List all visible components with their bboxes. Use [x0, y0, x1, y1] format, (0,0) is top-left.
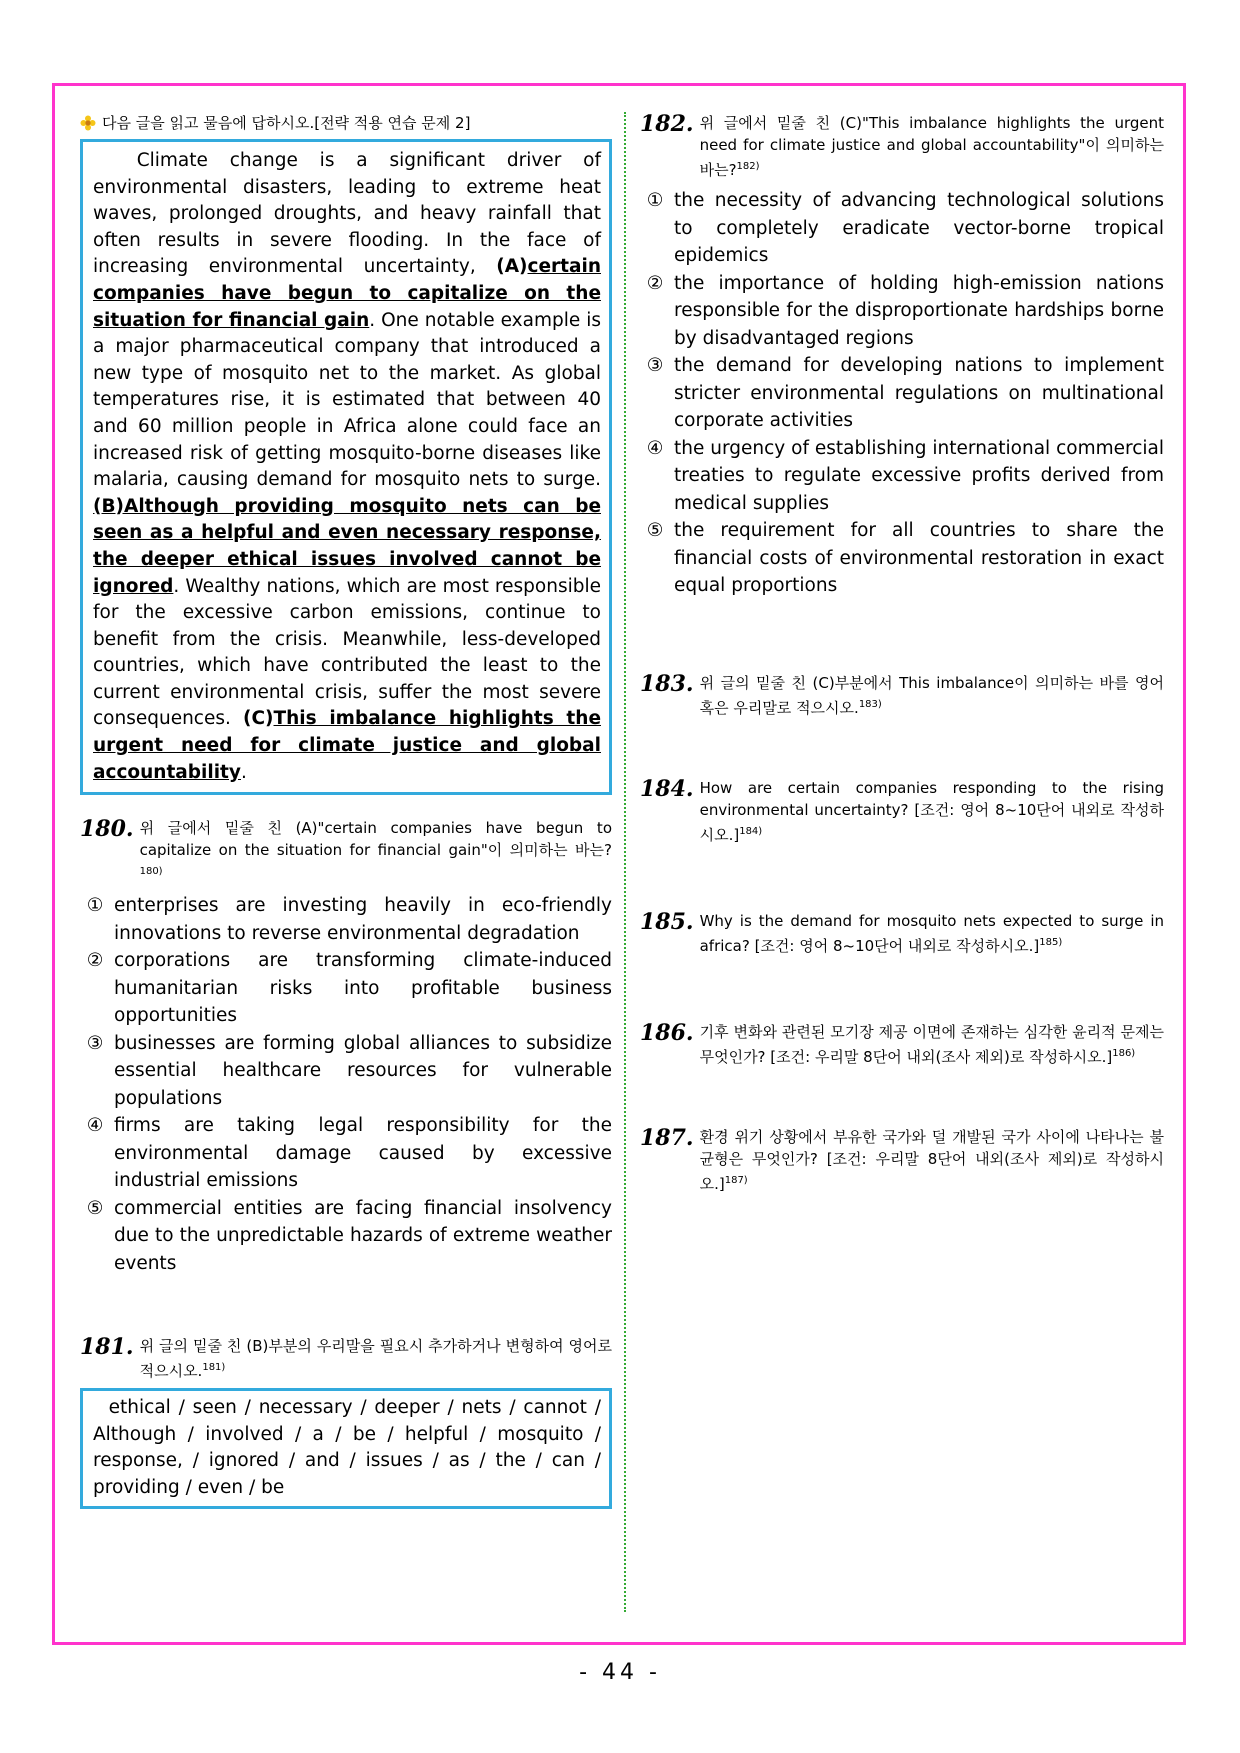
- left-column: [80, 112, 612, 1509]
- question-number: 180.: [80, 816, 134, 843]
- option-text: firms are taking legal responsibility for the environmental damage caused by excessive industrial emissions: [114, 1115, 612, 1192]
- option-text: the urgency of establishing international commercial treaties to regulate excessive profits derived from medical supplies: [674, 437, 1164, 514]
- option-4[interactable]: [640, 435, 1164, 518]
- question-182: [640, 112, 1164, 600]
- option-number: ①: [646, 190, 664, 211]
- option-number: ②: [646, 272, 664, 294]
- question-187: [640, 1126, 1164, 1195]
- question-text: 위 글의 밑줄 친 (C)부분에서 This imbalance이 의미하는 바를 영어 혹은 우리말로 적으시오.: [699, 673, 1164, 717]
- option-2[interactable]: [640, 270, 1164, 353]
- option-number: ⑤: [86, 1197, 104, 1219]
- passage-underline-b: (B)Although providing mosquito nets can be seen as a helpful and even necessary response, the deeper ethical issues involved cannot be ignored: [93, 495, 601, 597]
- question-181: [80, 1335, 612, 1508]
- question-number: 185.: [640, 908, 694, 935]
- passage-label-c: (C): [243, 708, 274, 730]
- option-2[interactable]: [80, 947, 612, 1030]
- question-number: 186.: [640, 1019, 694, 1046]
- footnote-ref: 182): [736, 161, 760, 172]
- option-3[interactable]: [80, 1030, 612, 1113]
- footnote-ref: 187): [724, 1174, 748, 1186]
- option-list: [80, 892, 612, 1277]
- question-text: Why is the demand for mosquito nets expected to surge in africa? [조건: 영어 8~10단어 내외로 작성하시오.]: [699, 911, 1164, 955]
- option-text: the necessity of advancing technological solutions to completely eradicate vector-borne tropical epidemics: [674, 190, 1164, 266]
- option-4[interactable]: [80, 1112, 612, 1195]
- reading-passage: [80, 139, 612, 795]
- question-text: 위 글에서 밑줄 친 (C)"This imbalance highlights the urgent need for climate justice and global accountability"이 의미하는 바는?: [699, 114, 1164, 179]
- option-5[interactable]: [640, 517, 1164, 600]
- page-number: - 44 -: [579, 1660, 661, 1685]
- option-text: the demand for developing nations to implement stricter environmental regulations on multinational corporate activities: [674, 355, 1164, 431]
- question-text: How are certain companies responding to the rising environmental uncertainty? [조건: 영어 8~10단어 내외로 작성하시오.]: [699, 778, 1164, 844]
- question-number: 182.: [640, 111, 694, 137]
- question-186: [640, 1021, 1164, 1068]
- footnote-ref: 181): [202, 1362, 226, 1374]
- question-number: 183.: [640, 670, 694, 697]
- footnote-ref: 185): [1039, 936, 1063, 948]
- passage-text-3: . Wealthy nations, which are most responsible for the excessive carbon emissions, continue to benefit from the crisis. Meanwhile, less-developed countries, which have contributed the least to the current environmental crisis, suffer the most severe consequences.: [93, 575, 601, 730]
- option-1[interactable]: [640, 187, 1164, 270]
- passage-underline-c: This imbalance highlights the urgent need for climate justice and global accountability: [93, 708, 601, 783]
- instruction-header: [80, 112, 612, 133]
- passage-label-a: (A): [496, 256, 528, 278]
- footnote-ref: 180): [139, 866, 163, 878]
- option-number: ①: [86, 895, 104, 917]
- option-text: corporations are transforming climate-induced humanitarian risks into profitable business opportunities: [114, 950, 612, 1027]
- option-number: ③: [86, 1032, 104, 1054]
- word-bank-box: [80, 1388, 612, 1508]
- option-number: ②: [86, 950, 104, 972]
- question-text: 위 글의 밑줄 친 (B)부분의 우리말을 필요시 추가하거나 변형하여 영어로 적으시오.: [139, 1337, 612, 1381]
- right-column: [640, 112, 1164, 1195]
- question-text: 위 글에서 밑줄 친 (A)"certain companies have begun to capitalize on the situation for financial gain"이 의미하는 바는?: [139, 819, 612, 860]
- option-text: businesses are forming global alliances to subsidize essential healthcare resources for vulnerable populations: [114, 1032, 612, 1109]
- flower-icon: [80, 115, 96, 131]
- instruction-text: 다음 글을 읽고 물음에 답하시오.[전략 적용 연습 문제 2]: [102, 114, 471, 132]
- option-1[interactable]: [80, 892, 612, 947]
- footnote-ref: 184): [739, 825, 763, 837]
- option-number: ④: [646, 437, 664, 459]
- passage-text-2: . One notable example is a major pharmaceutical company that introduced a new type of mosquito net to the market. As global temperatures rise, it is estimated that between 40 and 60 million people in Africa alone could face an increased risk of getting mosquito-borne diseases like malaria, causing demand for mosquito nets to surge.: [93, 309, 601, 491]
- question-text: 환경 위기 상황에서 부유한 국가와 덜 개발된 국가 사이에 나타나는 불균형은 무엇인가? [조건: 우리말 8단어 내외(조사 제외)로 작성하시오.]: [699, 1127, 1164, 1193]
- question-183: [640, 672, 1164, 719]
- question-text: 기후 변화와 관련된 모기장 제공 이면에 존재하는 심각한 윤리적 문제는 무엇인가? [조건: 우리말 8단어 내외(조사 제외)로 작성하시오.]: [699, 1022, 1164, 1066]
- passage-underline-a: certain companies have begun to capitalize on the situation for financial gain: [93, 256, 601, 331]
- passage-text-4: .: [240, 761, 247, 783]
- column-divider: [624, 112, 626, 1612]
- question-number: 181.: [80, 1334, 134, 1361]
- option-number: ③: [646, 355, 664, 376]
- question-number: 184.: [640, 775, 694, 802]
- option-3[interactable]: [640, 352, 1164, 435]
- option-5[interactable]: [80, 1195, 612, 1278]
- passage-text-1: Climate change is a significant driver of environmental disasters, leading to extreme heat waves, prolonged droughts, and heavy rainfall that often results in severe flooding. In the face of increasing environmental uncertainty,: [93, 150, 601, 278]
- question-184: [640, 777, 1164, 846]
- question-number: 187.: [640, 1124, 694, 1151]
- word-bank: ethical / seen / necessary / deeper / nets / cannot / Although / involved / a / be / helpful / mosquito / response, / ignored / and / issues / as / the / can / providing / even / be: [93, 1397, 601, 1499]
- option-list: [640, 187, 1164, 600]
- question-180: [80, 817, 612, 1277]
- footnote-ref: 186): [1112, 1047, 1136, 1059]
- option-text: the requirement for all countries to share the financial costs of environmental restoration in exact equal proportions: [674, 520, 1164, 596]
- option-number: ④: [86, 1115, 104, 1137]
- option-number: ⑤: [646, 520, 664, 541]
- option-text: enterprises are investing heavily in eco-friendly innovations to reverse environmental degradation: [114, 895, 612, 944]
- option-text: commercial entities are facing financial insolvency due to the unpredictable hazards of extreme weather events: [114, 1197, 612, 1274]
- question-185: [640, 910, 1164, 957]
- option-text: the importance of holding high-emission nations responsible for the disproportionate hardships borne by disadvantaged regions: [674, 272, 1164, 349]
- footnote-ref: 183): [858, 698, 882, 710]
